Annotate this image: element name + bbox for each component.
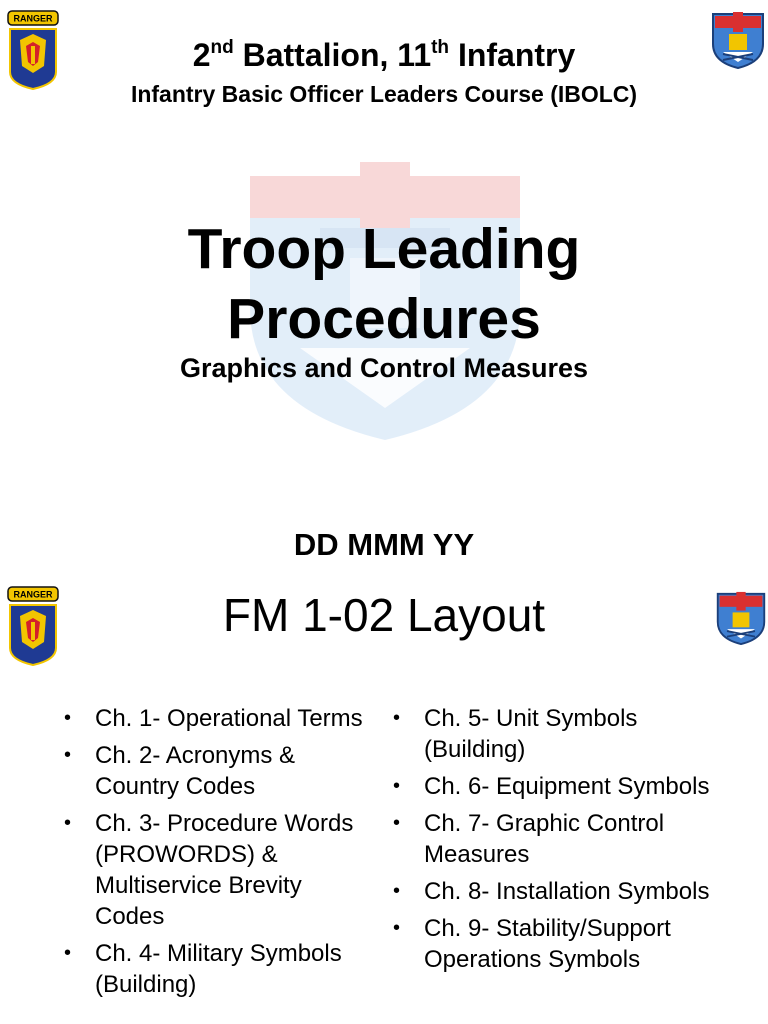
bullet-icon: • [393,917,401,939]
list-item: • Ch. 2- Acronyms & Country Codes [64,742,296,800]
bullet-icon: • [64,812,72,834]
list-item: • Ch. 4- Military Symbols (Building) [64,940,342,998]
bullet-icon: • [64,744,72,766]
bullet-icon: • [393,707,401,729]
bullet-icon: • [64,942,72,964]
bullet-icon: • [393,880,401,902]
presentation-date: DD MMM YY [293,527,475,562]
ranger-tab-text: RANGER [13,589,53,600]
presentation-title: Troop Leading Procedures [187,217,581,351]
chapter-list-right [393,703,713,981]
ranger-tab-text: RANGER [13,13,53,24]
slide-title: FM 1-02 Layout [222,589,546,641]
course-subtitle: Infantry Basic Officer Leaders Course (IBOLC) [130,81,638,107]
chapter-list-left [64,703,364,1006]
battalion-heading: 2nd Battalion, 11th Infantry [192,37,576,73]
list-item: • Ch. 6- Equipment Symbols [393,773,710,800]
fm-layout-slide [0,578,768,1024]
list-item: • Ch. 5- Unit Symbols (Building) [393,705,638,763]
bullet-icon: • [64,707,72,729]
list-item: • Ch. 9- Stability/Support Operations Symbols [393,915,671,973]
list-item: • Ch. 8- Installation Symbols [393,878,710,905]
bullet-icon: • [393,812,401,834]
list-item: • Ch. 3- Procedure Words (PROWORDS) & Multiservice Brevity Codes [64,810,354,930]
list-item: • Ch. 1- Operational Terms [64,705,363,732]
bullet-icon: • [393,775,401,797]
presentation-subtitle: Graphics and Control Measures [179,353,589,383]
list-item: • Ch. 7- Graphic Control Measures [393,810,665,868]
